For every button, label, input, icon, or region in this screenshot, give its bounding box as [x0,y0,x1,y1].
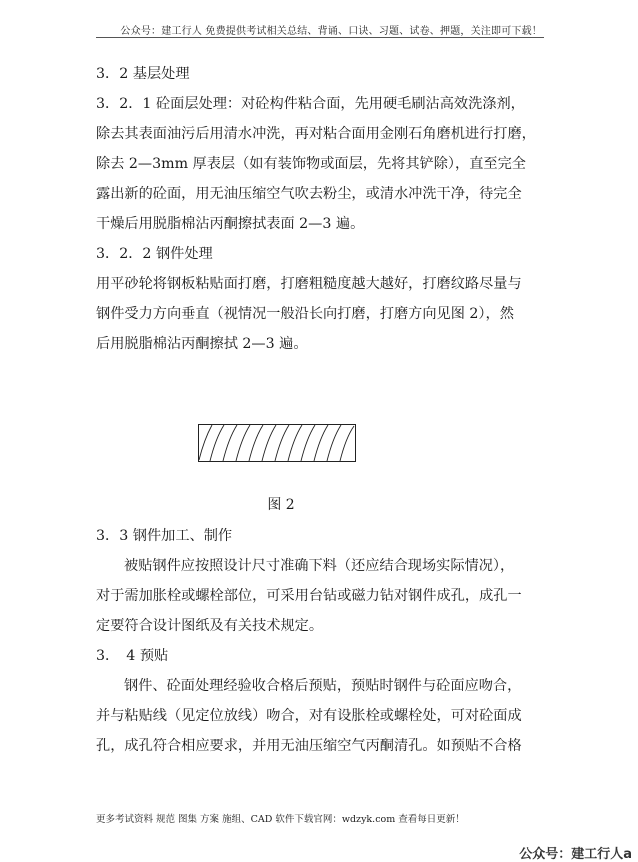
steel-plate-outline [199,425,356,462]
text-line: 钢件、砼面处理经验收合格后预贴，预贴时钢件与砼面应吻合， [124,678,522,694]
grinding-marks [199,425,354,461]
grinding-direction-figure [198,424,356,462]
text-line: 后用脱脂棉沾丙酮擦拭 2—3 遍。 [96,336,308,352]
header-rule [96,37,544,38]
paragraph-surface-treatment [96,92,544,236]
text-line: 干燥后用脱脂棉沾丙酮擦拭表面 2—3 遍。 [96,216,365,232]
section-3-3-and-3-4 [96,524,544,758]
page-header: 公众号：建工行人 免费提供考试相关总结、背诵、口诀、习题、试卷、押题，关注即可下载！ [120,26,542,37]
text-line: 3．2．1 砼面层处理：对砼构件粘合面，先用硬毛刷沾高效洗涤剂， [96,96,525,112]
subsection-title: 3．2．2 钢件处理 [96,246,213,262]
page-footer: 更多考试资料 规范 图集 方案 施组、CAD 软件下载官网：wdzyk.com 查看每日更新！ [96,814,465,825]
section-title: 3． 4 预贴 [96,648,169,664]
text-line: 除去其表面油污后用清水冲洗，再对粘合面用金刚石角磨机进行打磨， [96,126,536,142]
text-line: 用平砂轮将钢板粘贴面打磨，打磨粗糙度越大越好，打磨纹路尽量与 [96,276,522,292]
text-line: 露出新的砼面，用无油压缩空气吹去粉尘，或清水冲洗干净，待完全 [96,186,522,202]
text-line: 被贴钢件应按照设计尺寸准确下料（还应结合现场实际情况）， [124,558,515,574]
section-3-2 [96,62,544,356]
text-line: 孔，成孔符合相应要求，并用无油压缩空气丙酮清孔。如预贴不合格 [96,738,522,754]
text-line: 定要符合设计图纸及有关技术规定。 [96,618,324,634]
text-line: 对于需加胀栓或螺栓部位，可采用台钻或磁力钻对钢件成孔，成孔一 [96,588,522,604]
section-title: 3．2 基层处理 [96,66,190,82]
text-line: 除去 2—3mm 厚表层（如有装饰物或面层，先将其铲除），直至完全 [96,156,526,172]
text-line: 并与粘贴线（见定位放线）吻合，对有设胀栓或螺栓处，可对砼面成 [96,708,522,724]
section-title: 3．3 钢件加工、制作 [96,528,233,544]
text-line: 钢件受力方向垂直（视情况一般沿长向打磨，打磨方向见图 2），然 [96,306,514,322]
paragraph-steel-treatment [96,272,544,356]
watermark: 公众号：建工行人a [519,847,632,862]
figure-caption: 图 2 [267,497,295,513]
